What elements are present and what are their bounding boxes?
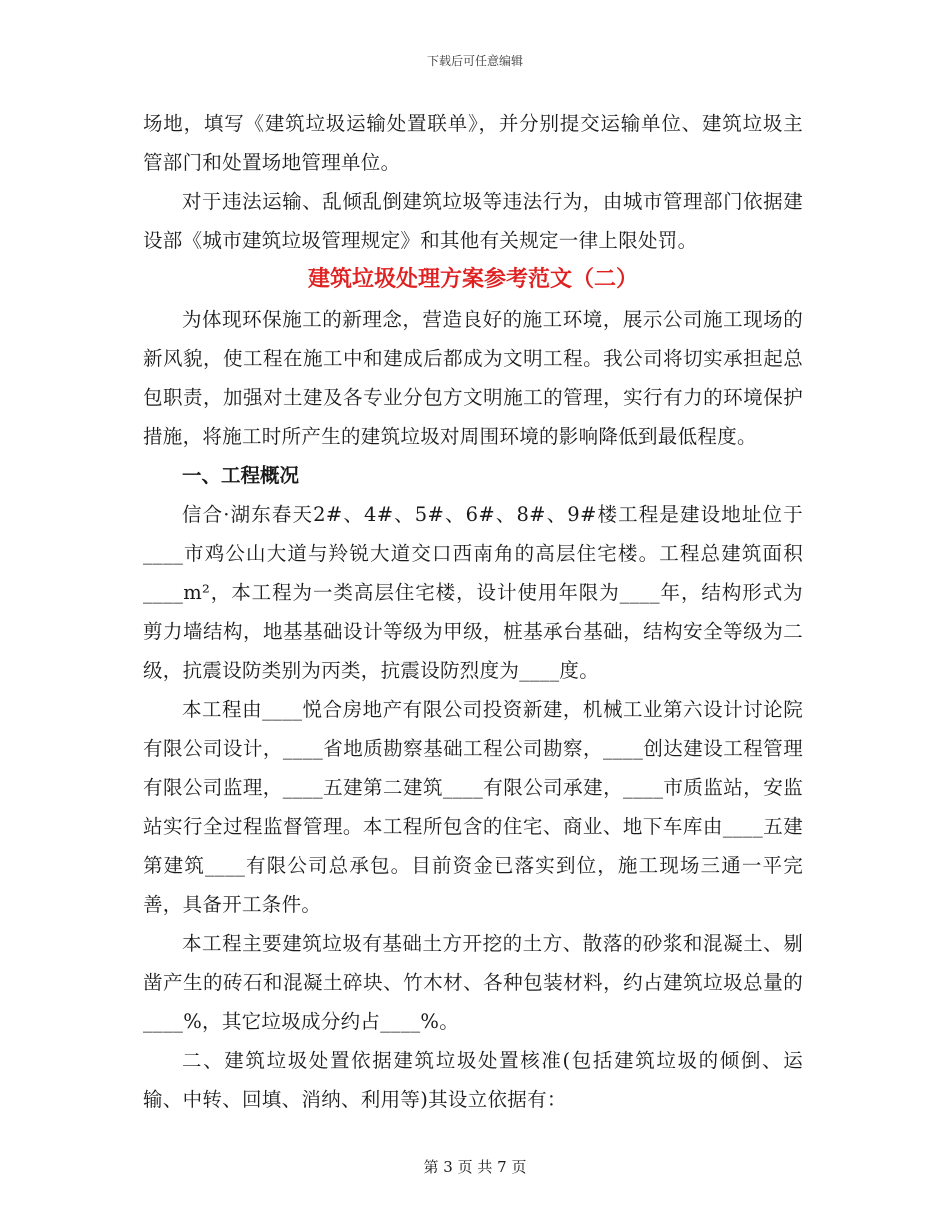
page-number: 第 3 页 共 7 页 xyxy=(423,1158,527,1176)
paragraph-disposal-basis: 二、建筑垃圾处置依据建筑垃圾处置核准(包括建筑垃圾的倾倒、运输、中转、回填、消纳、利用等)其设立依据有： xyxy=(143,1049,803,1111)
paragraph-waste-types: 本工程主要建筑垃圾有基础土方开挖的土方、散落的砂浆和混凝土、剔凿产生的砖石和混凝土碎块、竹木材、各种包装材料，约占建筑垃圾总量的____%，其它垃圾成分约占____%。 xyxy=(143,932,803,1033)
paragraph-continued: 场地，填写《建筑垃圾运输处置联单》，并分别提交运输单位、建筑垃圾主管部门和处置场地管理单位。 xyxy=(143,112,803,174)
heading-project-overview: 一、工程概况 xyxy=(182,464,300,487)
paragraph-penalty: 对于违法运输、乱倾乱倒建筑垃圾等违法行为，由城市管理部门依据建设部《城市建筑垃圾管理规定》和其他有关规定一律上限处罚。 xyxy=(143,190,803,252)
paragraph-intro: 为体现环保施工的新理念，营造良好的施工环境，展示公司施工现场的新风貌，使工程在施工中和建成后都成为文明工程。我公司将切实承担起总包职责，加强对土建及各专业分包方文明施工的管理，实行有力的环境保护措施，将施工时所产生的建筑垃圾对周围环境的影响降低到最低程度。 xyxy=(143,308,803,448)
paragraph-parties: 本工程由____悦合房地产有限公司投资新建，机械工业第六设计讨论院有限公司设计，____省地质勘察基础工程公司勘察，____创达建设工程管理有限公司监理，____五建第二建筑____有限公司承建，____市质监站，安监站实行全过程监督管理。本工程所包含的住宅、商业、地下车库由____五建第建筑____有限公司总承包。目前资金已落实到位，施工现场三通一平完善，具备开工条件。 xyxy=(143,698,803,916)
document-body xyxy=(143,104,803,1119)
section-title: 建筑垃圾处理方案参考范文（二） xyxy=(307,267,638,292)
page-header-note: 下载后可任意编辑 xyxy=(426,54,523,68)
paragraph-project-info: 信合·湖东春天2#、4#、5#、6#、8#、9#楼工程是建设地址位于____市鸡公山大道与羚锐大道交口西南角的高层住宅楼。工程总建筑面积____m²，本工程为一类高层住宅楼，设计使用年限为____年，结构形式为剪力墙结构，地基基础设计等级为甲级，桩基承台基础，结构安全等级为二级，抗震设防类别为丙类，抗震设防烈度为____度。 xyxy=(143,503,803,682)
